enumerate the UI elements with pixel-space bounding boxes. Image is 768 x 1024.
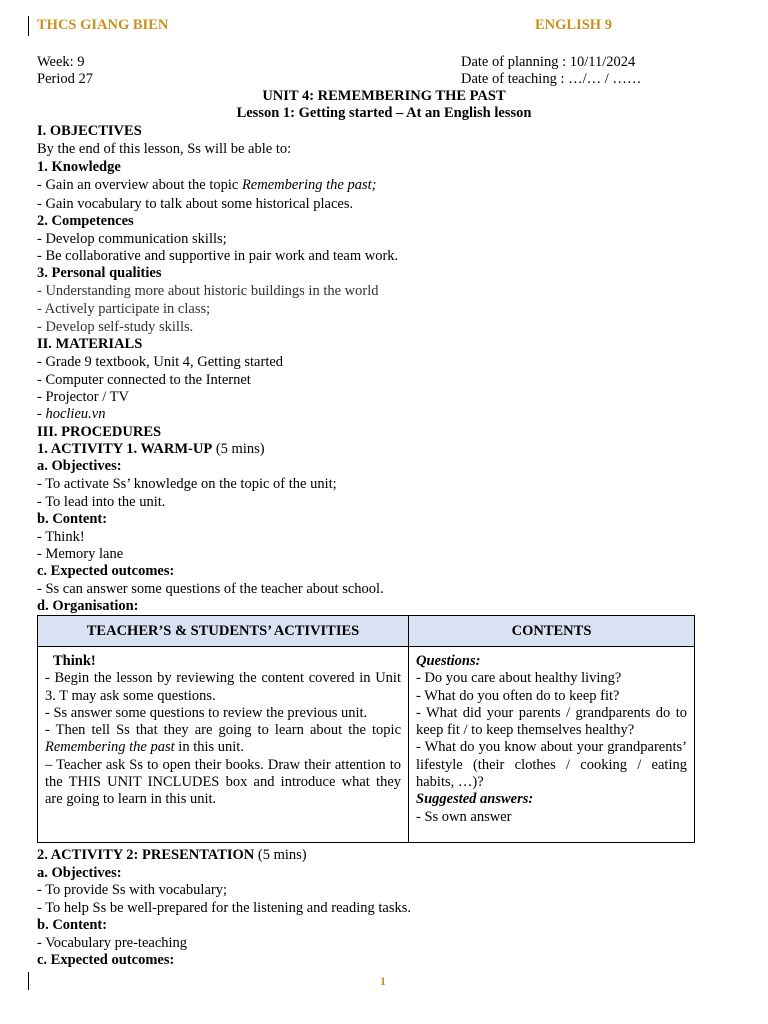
date-of-planning: Date of planning : 10/11/2024 (461, 54, 636, 70)
page-header (28, 16, 749, 36)
activity-step-3-text: - Then tell Ss that they are going to learn about the topic (45, 722, 401, 739)
subject-name: ENGLISH 9 (535, 17, 612, 33)
activity-1-title: 1. ACTIVITY 1. WARM-UP (37, 441, 213, 457)
competence-item-2: - Be collaborative and supportive in pair work and team work. (37, 248, 399, 264)
date-of-teaching: Date of teaching : …/… / …… (461, 71, 642, 87)
activity-1-heading (37, 441, 265, 458)
question-2: - What do you often do to keep fit? (416, 687, 620, 704)
activity-1-organisation-heading: d. Organisation: (37, 598, 139, 614)
activity-2-outcomes-heading: c. Expected outcomes: (37, 952, 175, 968)
activity-1-outcome-1: - Ss can answer some questions of the teacher about school. (37, 581, 384, 597)
activity-1-objectives-heading: a. Objectives: (37, 458, 122, 474)
objectives-heading: I. OBJECTIVES (37, 123, 142, 139)
activity-2-objective-2: - To help Ss be well-prepared for the listening and reading tasks. (37, 900, 412, 916)
school-name: THCS GIANG BIEN (37, 17, 169, 33)
activity-step-3 (45, 722, 401, 757)
activity-2-heading (37, 847, 307, 864)
material-item-1: - Grade 9 textbook, Unit 4, Getting started (37, 354, 284, 370)
activity-1-objective-1: - To activate Ss’ knowledge on the topic of the unit; (37, 476, 337, 492)
suggested-answer-1: - Ss own answer (416, 808, 512, 825)
material-item-2: - Computer connected to the Internet (37, 372, 251, 388)
material-item-3: - Projector / TV (37, 389, 129, 405)
activity-1-time: (5 mins) (212, 441, 265, 457)
suggested-answers-label: Suggested answers: (416, 791, 534, 808)
activity-2-content-heading: b. Content: (37, 917, 108, 933)
questions-label: Questions: (416, 653, 481, 669)
activities-cell (38, 647, 409, 843)
knowledge-item-1-text: - Gain an overview about the topic (37, 177, 242, 193)
table-row (38, 647, 695, 843)
activity-2-title: 2. ACTIVITY 2: PRESENTATION (37, 847, 255, 863)
page-footer (28, 972, 749, 990)
competences-heading: 2. Competences (37, 213, 134, 229)
knowledge-item-1 (37, 177, 376, 194)
organisation-table (37, 615, 695, 843)
activity-1-content-2: - Memory lane (37, 546, 124, 562)
activity-1-content-1: - Think! (37, 529, 85, 545)
table-header-contents: CONTENTS (409, 616, 695, 647)
activity-1-content-heading: b. Content: (37, 511, 108, 527)
week-label: Week: 9 (37, 54, 85, 70)
quality-item-2: - Actively participate in class; (37, 301, 211, 317)
activity-step-3-topic: Remembering the past (45, 739, 175, 756)
activity-step-1: - Begin the lesson by reviewing the content covered in Unit 3. T may ask some questions. (45, 670, 401, 704)
lesson-title: Lesson 1: Getting started – At an English lesson (236, 105, 532, 121)
activity-2-objective-1: - To provide Ss with vocabulary; (37, 882, 228, 898)
quality-item-1: - Understanding more about historic buildings in the world (37, 283, 379, 299)
knowledge-item-2: - Gain vocabulary to talk about some historical places. (37, 196, 354, 212)
table-header-row (38, 616, 695, 647)
material-item-4-dash: - (37, 406, 46, 422)
objectives-intro: By the end of this lesson, Ss will be able to: (37, 141, 292, 157)
knowledge-item-1-topic: Remembering the past; (241, 177, 377, 193)
question-1: - Do you care about healthy living? (416, 670, 622, 687)
activity-2-objectives-heading: a. Objectives: (37, 865, 122, 881)
competence-item-1: - Develop communication skills; (37, 231, 227, 247)
material-item-4-site: hoclieu.vn (45, 406, 106, 422)
activity-step-3-end: in this unit. (174, 739, 244, 756)
contents-cell (409, 647, 695, 843)
period-label: Period 27 (37, 71, 93, 87)
activity-step-2: - Ss answer some questions to review the previous unit. (45, 704, 368, 721)
unit-title: UNIT 4: REMEMBERING THE PAST (262, 88, 506, 104)
question-4: - What do you know about your grandparents’ lifestyle (their clothes / cooking / eating habits, …)? (416, 739, 687, 791)
activity-1-outcomes-heading: c. Expected outcomes: (37, 563, 175, 579)
think-label: Think! (53, 653, 96, 669)
activity-1-objective-2: - To lead into the unit. (37, 494, 166, 510)
procedures-heading: III. PROCEDURES (37, 424, 162, 440)
material-item-4 (37, 406, 105, 423)
page-number: 1 (380, 974, 386, 988)
materials-heading: II. MATERIALS (37, 336, 143, 352)
qualities-heading: 3. Personal qualities (37, 265, 162, 281)
activity-2-content-1: - Vocabulary pre-teaching (37, 935, 188, 951)
table-header-activities: TEACHER’S & STUDENTS’ ACTIVITIES (38, 616, 409, 647)
knowledge-heading: 1. Knowledge (37, 159, 121, 175)
activity-2-time: (5 mins) (254, 847, 307, 863)
activity-step-4: – Teacher ask Ss to open their books. Draw their attention to the THIS UNIT INCLUDES box and introduce what they are going to learn in this unit. (45, 756, 401, 808)
question-3: - What did your parents / grandparents do to keep fit / to keep themselves healthy? (416, 704, 687, 739)
quality-item-3: - Develop self-study skills. (37, 319, 194, 335)
